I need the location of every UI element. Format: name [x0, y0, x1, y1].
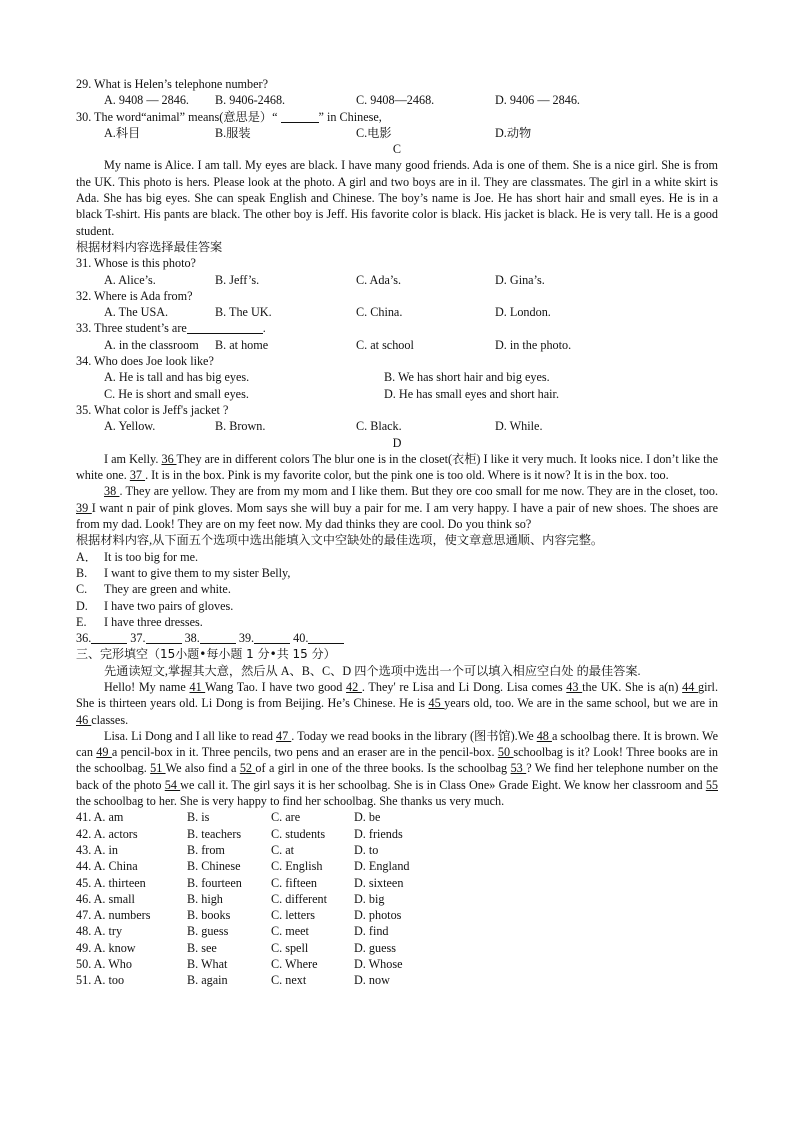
section-3-instruction: 先通读短文,掌握其大意，然后从 A、B、C、D 四个选项中选出一个可以填入相应空白处 的最佳答案.	[104, 663, 641, 678]
cloze-option: 51. A. too	[76, 973, 125, 988]
answer-blanks-row	[76, 630, 718, 646]
blank-36: 36	[161, 451, 177, 466]
option: C. China.	[356, 305, 403, 320]
option: A. 9408 — 2846.	[104, 93, 189, 108]
choice-text: It is too big for me.	[104, 549, 199, 564]
option: D.动物	[495, 125, 532, 140]
choice-key: C.	[76, 582, 88, 597]
cloze-option: C. next	[271, 973, 307, 988]
option: D. He has small eyes and short hair.	[384, 386, 559, 401]
answer-blank	[146, 631, 182, 644]
choice-e	[76, 614, 718, 630]
cloze-option: B. fourteen	[187, 875, 242, 890]
option: D. While.	[495, 419, 543, 434]
section-c-heading: C	[392, 142, 402, 157]
text-run: . It is in the box. Pink is my favorite color, but the pink one is too old. Where is it now? It is in the box. too.	[145, 468, 669, 483]
question-30-options	[76, 125, 718, 141]
cloze-option: C. different	[271, 891, 327, 906]
cloze-option: C. English	[271, 859, 323, 874]
choice-text: I want to give them to my sister Belly,	[104, 565, 291, 580]
cloze-option: B. again	[187, 973, 228, 988]
cloze-option: B. from	[187, 842, 225, 857]
cloze-blank: 50	[497, 745, 514, 760]
option: B. Brown.	[215, 419, 266, 434]
section-d-paragraph-1	[76, 451, 718, 484]
answer-label: 36.	[76, 631, 92, 646]
text-run: classes.	[91, 712, 129, 727]
cloze-option: D. Whose	[354, 957, 403, 972]
text-run: years old, too. We are in the same school, but we are in	[444, 696, 719, 711]
cloze-blank: 46	[76, 712, 92, 727]
stem-part: 30. The word“animal” means(意思是）“	[76, 109, 281, 124]
cloze-option: B. Chinese	[187, 859, 241, 874]
text-run: . Today we read books in the library (图书馆).We	[291, 728, 537, 743]
cloze-option: C. at	[271, 842, 295, 857]
option: A. Alice’s.	[104, 272, 156, 287]
answer-label: 37.	[130, 631, 146, 646]
choice-a	[76, 549, 718, 565]
cloze-option: B. What	[187, 957, 228, 972]
cloze-option: 47. A. numbers	[76, 908, 151, 923]
answer-blank	[308, 631, 344, 644]
text-run: Wang Tao. I have two good	[205, 679, 347, 694]
cloze-option: 43. A. in	[76, 842, 118, 857]
text-run: the schoolbag to her. She is very happy to find her schoolbag. She thanks us very much.	[76, 794, 505, 809]
option: C. He is short and small eyes.	[104, 386, 249, 401]
question-32-options	[76, 304, 718, 320]
question-34-options-row1	[76, 369, 718, 385]
cloze-blank: 53	[510, 761, 527, 776]
cloze-blank: 42	[346, 679, 362, 694]
cloze-option: 48. A. try	[76, 924, 123, 939]
choice-text: I have three dresses.	[104, 614, 203, 629]
choice-key: B.	[76, 565, 88, 580]
cloze-option: D. England	[354, 859, 410, 874]
cloze-option: B. books	[187, 908, 231, 923]
answer-blank	[254, 631, 290, 644]
answer-label: 39.	[238, 631, 255, 646]
answer-label: 38.	[184, 631, 200, 646]
cloze-option: 49. A. know	[76, 940, 136, 955]
cloze-option: 44. A. China	[76, 859, 138, 874]
stem-part: ” in Chinese,	[318, 109, 382, 124]
text-run: . They' re Lisa and Li Dong. Lisa comes	[361, 679, 567, 694]
cloze-option: C. fifteen	[271, 875, 318, 890]
text-run: a pencil-box in it. Three pencils, two pens and an eraser are in the pencil-box.	[111, 745, 498, 760]
text-run: We also find a	[165, 761, 240, 776]
cloze-option: B. teachers	[187, 826, 242, 841]
cloze-option: D. big	[354, 891, 385, 906]
cloze-option: 50. A. Who	[76, 957, 132, 972]
cloze-option: D. sixteen	[354, 875, 404, 890]
blank-39: 39	[76, 500, 92, 515]
cloze-option: 46. A. small	[76, 891, 135, 906]
cloze-blank: 47	[276, 728, 292, 743]
section-c-passage: My name is Alice. I am tall. My eyes are black. I have many good friends. Ada is one of them. She is a nice girl. She is from the UK. This photo is hers. Please look at the photo. A girl and two boys are in il. They are classmates. The girl in a white skirt is Ada. She has big eyes. She can speak English and Chinese. The boy’s name is Joe. He has short hair and small eyes. He is in a black T-shirt. His pants are black. The other boy is Jeff. His favorite color is black. His jacket is black. He is very tall. He is a good student.	[76, 158, 718, 238]
cloze-paragraph-2	[76, 728, 718, 809]
option: B. We has short hair and big eyes.	[384, 370, 550, 385]
blank-37: 37	[129, 468, 146, 483]
text-run: ? We find her telephone number on the back of the photo	[76, 761, 719, 792]
question-30-stem	[76, 109, 718, 125]
cloze-option: B. guess	[187, 924, 229, 939]
cloze-option: B. see	[187, 940, 217, 955]
text-run: Lisa. Li Dong and I all like to read	[104, 728, 276, 743]
section-c-instruction: 根据材料内容选择最佳答案	[76, 239, 223, 254]
cloze-options-table	[76, 809, 718, 988]
cloze-option: C. students	[271, 826, 326, 841]
cloze-option: 42. A. actors	[76, 826, 138, 841]
text-run: we call it. The girl says it is her schoolbag. She is in Class One» Grade Eight. We know her classroom and	[180, 777, 706, 792]
option: D. London.	[495, 305, 551, 320]
option: D. in the photo.	[495, 337, 572, 352]
text-run: schoolbag is it? Look! Three books are in the schoolbag.	[76, 745, 719, 776]
answer-blank	[91, 631, 127, 644]
answer-blank	[200, 631, 236, 644]
cloze-paragraph-1	[76, 679, 718, 728]
question-34-options-row2	[76, 386, 718, 402]
cloze-blank: 44	[682, 679, 699, 694]
cloze-option: C. spell	[271, 940, 309, 955]
cloze-blank: 52	[239, 761, 256, 776]
question-31-stem: 31. Whose is this photo?	[76, 256, 196, 271]
option: C.电影	[356, 125, 392, 140]
exam-page	[76, 76, 718, 989]
cloze-option: 45. A. thirteen	[76, 875, 146, 890]
answer-label: 40.	[293, 631, 309, 646]
section-d-heading: D	[392, 435, 402, 450]
option: D. 9406 — 2846.	[495, 93, 580, 108]
choice-key: E.	[76, 614, 87, 629]
section-d-paragraph-2	[76, 483, 718, 532]
answer-blank	[281, 110, 319, 123]
cloze-blank: 55	[705, 777, 718, 792]
question-29-options	[76, 92, 718, 108]
blank-38: 38	[104, 484, 120, 499]
option: A. The USA.	[104, 305, 169, 320]
option: B. The UK.	[215, 305, 272, 320]
option: C. Ada’s.	[356, 272, 402, 287]
option: B. 9406-2468.	[215, 93, 286, 108]
option: A. in the classroom	[104, 337, 199, 352]
stem-part: 33. Three student’s are	[76, 321, 187, 336]
text-run: the UK. She is a(n)	[582, 679, 683, 694]
cloze-option: C. meet	[271, 924, 309, 939]
text-run: Hello! My name	[104, 679, 190, 694]
question-33-options	[76, 337, 718, 353]
question-32-stem: 32. Where is Ada from?	[76, 288, 193, 303]
option: B. Jeff’s.	[215, 272, 260, 287]
text-run: of a girl in one of the three books. Is the schoolbag	[255, 761, 511, 776]
cloze-option: D. to	[354, 842, 379, 857]
section-3-title: 三、完形填空（15小题•每小题 1 分•共 15 分）	[76, 647, 336, 662]
text-run: I am Kelly.	[104, 451, 162, 466]
cloze-option: B. is	[187, 810, 210, 825]
option: B. at home	[215, 337, 269, 352]
cloze-blank: 49	[96, 745, 112, 760]
question-35-stem: 35. What color is Jeff's jacket ?	[76, 402, 229, 417]
cloze-option: D. guess	[354, 940, 396, 955]
cloze-option: D. photos	[354, 908, 402, 923]
option: C. Black.	[356, 419, 402, 434]
choice-b	[76, 565, 718, 581]
cloze-option: D. find	[354, 924, 389, 939]
option: C. at school	[356, 337, 414, 352]
choice-text: They are green and white.	[104, 582, 231, 597]
option: B.服装	[215, 125, 251, 140]
option: A. Yellow.	[104, 419, 156, 434]
question-33-stem: 33. Three student’s are .	[76, 321, 266, 336]
cloze-option: B. high	[187, 891, 223, 906]
text-run: I want n pair of pink gloves. Mom says she will buy a pair for me. I am very happy. I have a pair of new shoes. The shoes are from my dad. Look! They are on my feet now. My dad thinks they are cool. Do you think so?	[76, 500, 718, 532]
cloze-option: 41. A. am	[76, 810, 124, 825]
cloze-option: C. are	[271, 810, 301, 825]
text-run: a schoolbag there. It is brown. We can	[76, 728, 718, 760]
cloze-option: C. letters	[271, 908, 316, 923]
option: D. Gina’s.	[495, 272, 545, 287]
cloze-option: D. friends	[354, 826, 403, 841]
cloze-blank: 54	[164, 777, 181, 792]
cloze-option: C. Where	[271, 957, 318, 972]
choice-key: D.	[76, 598, 88, 613]
option: C. 9408—2468.	[356, 93, 435, 108]
question-31-options	[76, 272, 718, 288]
cloze-blank: 45	[428, 696, 445, 711]
cloze-option: D. be	[354, 810, 381, 825]
choice-c	[76, 581, 718, 597]
question-29-stem: 29. What is Helen’s telephone number?	[76, 77, 269, 91]
choice-key: A．	[76, 549, 97, 564]
text-run: girl. She is thirteen years old. Li Dong is from Beijing. He’s Chinese. He is	[76, 679, 718, 711]
question-34-stem: 34. Who does Joe look like?	[76, 354, 214, 369]
text-run: . They are yellow. They are from my mom and I like them. But they ore coo small for me now. They are in the closet, too.	[119, 484, 718, 499]
choice-d	[76, 598, 718, 614]
cloze-blank: 41	[189, 679, 206, 694]
option: A. He is tall and has big eyes.	[104, 370, 250, 385]
cloze-blank: 51	[150, 761, 166, 776]
option: A.科目	[104, 125, 141, 140]
cloze-blank: 48	[536, 728, 552, 743]
cloze-option: D. now	[354, 973, 390, 988]
section-d-instruction: 根据材料内容,从下面五个选项中选出能填入文中空缺处的最佳选项，使文章意思通顺、内容完整。	[76, 533, 604, 548]
cloze-blank: 43	[566, 679, 583, 694]
question-35-options	[76, 418, 718, 434]
answer-blank	[187, 321, 263, 334]
text-run: They are in different colors The blur one is in the closet(衣柜) I like it very much. It looks nice. I don’t like the white one.	[76, 451, 719, 483]
choice-text: I have two pairs of gloves.	[104, 598, 234, 613]
